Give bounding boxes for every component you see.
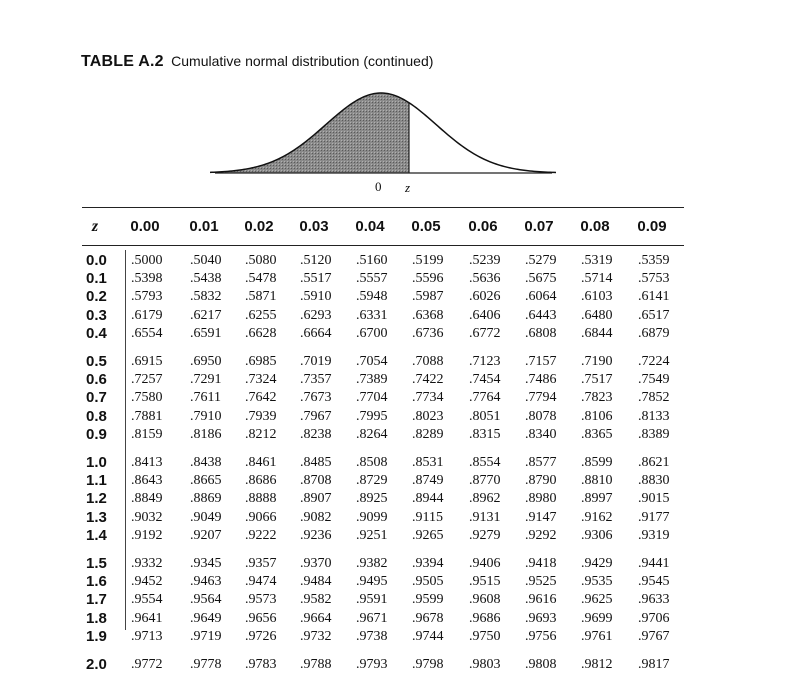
probability-cell: .5793 — [131, 289, 163, 305]
probability-cell: .9525 — [525, 574, 557, 590]
probability-cell: .8413 — [131, 455, 163, 470]
z-row-label: 2.0 — [86, 656, 107, 673]
probability-cell: .5910 — [300, 289, 332, 305]
probability-cell: .6808 — [525, 325, 557, 341]
probability-cell: .7324 — [245, 372, 277, 388]
probability-cell: .5319 — [581, 253, 613, 268]
probability-cell: .7881 — [131, 408, 163, 424]
z-row-label: 0.5 — [86, 353, 107, 370]
probability-cell: .6664 — [300, 325, 332, 341]
column-header: 0.08 — [580, 218, 610, 235]
probability-cell: .9750 — [469, 628, 501, 644]
probability-cell: .8186 — [190, 426, 222, 442]
z-row-label: 1.4 — [86, 526, 107, 544]
probability-cell: .9678 — [412, 610, 444, 626]
probability-cell: .9713 — [131, 628, 163, 644]
probability-cell: .9032 — [131, 509, 163, 525]
z-row-label: 0.8 — [86, 407, 107, 425]
probability-cell: .9345 — [190, 556, 222, 571]
probability-cell: .8888 — [245, 491, 277, 507]
probability-cell: .6026 — [469, 289, 501, 305]
probability-cell: .9726 — [245, 628, 277, 644]
z-row-label: 1.6 — [86, 573, 107, 591]
row-label-divider — [125, 250, 126, 630]
probability-cell: .5478 — [245, 271, 277, 287]
probability-cell: .7517 — [581, 372, 613, 388]
probability-cell: .9015 — [638, 491, 670, 507]
column-header: 0.06 — [468, 218, 498, 235]
probability-cell: .8051 — [469, 408, 501, 424]
probability-cell: .9192 — [131, 527, 163, 543]
probability-cell: .5714 — [581, 271, 613, 287]
probability-cell: .7422 — [412, 372, 444, 388]
probability-cell: .8599 — [581, 455, 613, 470]
probability-cell: .7794 — [525, 390, 557, 406]
probability-cell: .8389 — [638, 426, 670, 442]
probability-cell: .6255 — [245, 307, 277, 323]
probability-cell: .7486 — [525, 372, 557, 388]
probability-cell: .5279 — [525, 253, 557, 268]
probability-cell: .6915 — [131, 354, 163, 369]
probability-cell: .7357 — [300, 372, 332, 388]
table-caption: Cumulative normal distribution (continued) — [171, 53, 434, 69]
table-top-rule — [82, 207, 684, 208]
probability-cell: .5596 — [412, 271, 444, 287]
probability-cell: .8621 — [638, 455, 670, 470]
probability-cell: .9418 — [525, 556, 557, 571]
probability-cell: .9808 — [525, 657, 557, 672]
probability-cell: .6950 — [190, 354, 222, 369]
probability-cell: .7852 — [638, 390, 670, 406]
probability-cell: .7088 — [412, 354, 444, 369]
probability-cell: .7642 — [245, 390, 277, 406]
probability-cell: .8577 — [525, 455, 557, 470]
probability-cell: .9484 — [300, 574, 332, 590]
probability-cell: .5398 — [131, 271, 163, 287]
column-header: 0.04 — [355, 218, 385, 235]
column-header: 0.00 — [130, 218, 160, 235]
probability-cell: .5438 — [190, 271, 222, 287]
probability-cell: .8365 — [581, 426, 613, 442]
probability-cell: .9082 — [300, 509, 332, 525]
probability-cell: .8749 — [412, 473, 444, 489]
probability-cell: .6443 — [525, 307, 557, 323]
origin-label: 0 — [375, 179, 382, 194]
probability-cell: .6554 — [131, 325, 163, 341]
probability-cell: .9406 — [469, 556, 501, 571]
probability-cell: .7611 — [190, 390, 221, 406]
probability-cell: .9115 — [412, 509, 443, 525]
probability-cell: .9370 — [300, 556, 332, 571]
z-row-label: 0.4 — [86, 324, 107, 342]
probability-cell: .7764 — [469, 390, 501, 406]
z-row-label: 1.5 — [86, 555, 107, 572]
probability-cell: .9236 — [300, 527, 332, 543]
probability-cell: .9131 — [469, 509, 501, 525]
probability-cell: .7291 — [190, 372, 222, 388]
probability-cell: .6480 — [581, 307, 613, 323]
probability-cell: .7190 — [581, 354, 613, 369]
probability-cell: .8770 — [469, 473, 501, 489]
probability-cell: .5871 — [245, 289, 277, 305]
probability-cell: .8212 — [245, 426, 277, 442]
probability-cell: .7157 — [525, 354, 557, 369]
probability-cell: .9767 — [638, 628, 670, 644]
probability-cell: .7734 — [412, 390, 444, 406]
probability-cell: .9222 — [245, 527, 277, 543]
z-row-label: 0.9 — [86, 425, 107, 443]
probability-cell: .5987 — [412, 289, 444, 305]
probability-cell: .9319 — [638, 527, 670, 543]
probability-cell: .6331 — [356, 307, 388, 323]
column-header: 0.09 — [637, 218, 667, 235]
probability-cell: .8869 — [190, 491, 222, 507]
probability-cell: .9686 — [469, 610, 501, 626]
probability-cell: .8944 — [412, 491, 444, 507]
probability-cell: .9535 — [581, 574, 613, 590]
z-row-label: 1.7 — [86, 591, 107, 609]
z-row-label: 0.6 — [86, 371, 107, 389]
probability-cell: .9382 — [356, 556, 388, 571]
probability-cell: .9817 — [638, 657, 670, 672]
z-row-label: 1.8 — [86, 609, 107, 627]
probability-cell: .9441 — [638, 556, 670, 571]
probability-cell: .8729 — [356, 473, 388, 489]
probability-cell: .9738 — [356, 628, 388, 644]
z-row-label: 1.9 — [86, 627, 107, 645]
probability-cell: .6879 — [638, 325, 670, 341]
z-row-label: 1.3 — [86, 508, 107, 526]
probability-cell: .9564 — [190, 592, 222, 608]
probability-cell: .6736 — [412, 325, 444, 341]
z-row-label: 0.1 — [86, 270, 107, 288]
probability-cell: .7257 — [131, 372, 163, 388]
probability-cell: .8686 — [245, 473, 277, 489]
probability-cell: .9761 — [581, 628, 613, 644]
probability-cell: .6064 — [525, 289, 557, 305]
probability-cell: .6844 — [581, 325, 613, 341]
probability-cell: .9394 — [412, 556, 444, 571]
probability-cell: .9357 — [245, 556, 277, 571]
probability-cell: .9279 — [469, 527, 501, 543]
probability-cell: .9582 — [300, 592, 332, 608]
probability-cell: .7995 — [356, 408, 388, 424]
probability-cell: .6700 — [356, 325, 388, 341]
probability-cell: .7454 — [469, 372, 501, 388]
z-row-label: 1.2 — [86, 490, 107, 508]
z-row-label: 0.7 — [86, 389, 107, 407]
probability-cell: .8665 — [190, 473, 222, 489]
probability-cell: .9265 — [412, 527, 444, 543]
probability-cell: .9625 — [581, 592, 613, 608]
table-number: TABLE A.2 — [81, 53, 164, 70]
probability-cell: .9793 — [356, 657, 388, 672]
probability-cell: .7939 — [245, 408, 277, 424]
probability-cell: .9756 — [525, 628, 557, 644]
probability-cell: .9649 — [190, 610, 222, 626]
probability-cell: .9177 — [638, 509, 670, 525]
normal-curve-figure — [0, 0, 791, 200]
probability-cell: .7389 — [356, 372, 388, 388]
probability-cell: .8340 — [525, 426, 557, 442]
probability-cell: .7224 — [638, 354, 670, 369]
table-header-rule — [82, 245, 684, 246]
probability-cell: .9066 — [245, 509, 277, 525]
probability-cell: .6772 — [469, 325, 501, 341]
probability-cell: .7704 — [356, 390, 388, 406]
probability-cell: .5080 — [245, 253, 277, 268]
probability-cell: .8133 — [638, 408, 670, 424]
probability-cell: .8643 — [131, 473, 163, 489]
probability-cell: .9495 — [356, 574, 388, 590]
probability-cell: .9656 — [245, 610, 277, 626]
probability-cell: .9545 — [638, 574, 670, 590]
probability-cell: .8997 — [581, 491, 613, 507]
probability-cell: .8023 — [412, 408, 444, 424]
probability-cell: .9306 — [581, 527, 613, 543]
probability-cell: .8810 — [581, 473, 613, 489]
probability-cell: .9505 — [412, 574, 444, 590]
probability-cell: .5040 — [190, 253, 222, 268]
probability-cell: .6591 — [190, 325, 222, 341]
probability-cell: .7580 — [131, 390, 163, 406]
probability-cell: .9292 — [525, 527, 557, 543]
probability-cell: .9719 — [190, 628, 222, 644]
probability-cell: .5199 — [412, 253, 444, 268]
probability-cell: .9803 — [469, 657, 501, 672]
probability-cell: .6368 — [412, 307, 444, 323]
z-row-label: 0.3 — [86, 306, 107, 324]
probability-cell: .7019 — [300, 354, 332, 369]
probability-cell: .8238 — [300, 426, 332, 442]
probability-cell: .5636 — [469, 271, 501, 287]
probability-cell: .8106 — [581, 408, 613, 424]
probability-cell: .6103 — [581, 289, 613, 305]
column-header: 0.02 — [244, 218, 274, 235]
probability-cell: .9554 — [131, 592, 163, 608]
column-header: 0.07 — [524, 218, 554, 235]
probability-cell: .6141 — [638, 289, 670, 305]
probability-cell: .8907 — [300, 491, 332, 507]
probability-cell: .9699 — [581, 610, 613, 626]
probability-cell: .5359 — [638, 253, 670, 268]
probability-cell: .8790 — [525, 473, 557, 489]
z-row-label: 0.2 — [86, 288, 107, 306]
column-header: 0.05 — [411, 218, 441, 235]
probability-cell: .8708 — [300, 473, 332, 489]
probability-cell: .9452 — [131, 574, 163, 590]
probability-cell: .7123 — [469, 354, 501, 369]
probability-cell: .8849 — [131, 491, 163, 507]
probability-cell: .9772 — [131, 657, 163, 672]
probability-cell: .8925 — [356, 491, 388, 507]
z-column-header: z — [91, 218, 99, 235]
probability-cell: .8461 — [245, 455, 277, 470]
probability-cell: .9162 — [581, 509, 613, 525]
probability-cell: .8554 — [469, 455, 501, 470]
probability-cell: .5160 — [356, 253, 388, 268]
probability-cell: .9641 — [131, 610, 163, 626]
probability-cell: .8508 — [356, 455, 388, 470]
probability-cell: .9608 — [469, 592, 501, 608]
z-row-label: 1.0 — [86, 454, 107, 471]
probability-cell: .9783 — [245, 657, 277, 672]
probability-cell: .7967 — [300, 408, 332, 424]
probability-cell: .9147 — [525, 509, 557, 525]
z-row-label: 0.0 — [86, 252, 107, 269]
probability-cell: .9693 — [525, 610, 557, 626]
probability-cell: .5000 — [131, 253, 163, 268]
probability-cell: .9798 — [412, 657, 444, 672]
probability-cell: .5239 — [469, 253, 501, 268]
probability-cell: .5675 — [525, 271, 557, 287]
probability-cell: .5948 — [356, 289, 388, 305]
column-header: 0.01 — [189, 218, 219, 235]
probability-cell: .7673 — [300, 390, 332, 406]
probability-cell: .8485 — [300, 455, 332, 470]
probability-cell: .9251 — [356, 527, 388, 543]
probability-cell: .9664 — [300, 610, 332, 626]
probability-cell: .9463 — [190, 574, 222, 590]
probability-cell: .8078 — [525, 408, 557, 424]
probability-cell: .9332 — [131, 556, 163, 571]
probability-cell: .8159 — [131, 426, 163, 442]
probability-cell: .5517 — [300, 271, 332, 287]
probability-cell: .5753 — [638, 271, 670, 287]
probability-cell: .9778 — [190, 657, 222, 672]
probability-cell: .7910 — [190, 408, 222, 424]
probability-cell: .9788 — [300, 657, 332, 672]
probability-cell: .6985 — [245, 354, 277, 369]
probability-cell: .9671 — [356, 610, 388, 626]
probability-cell: .7054 — [356, 354, 388, 369]
column-header: 0.03 — [299, 218, 329, 235]
probability-cell: .9207 — [190, 527, 222, 543]
z-axis-label: z — [405, 180, 411, 195]
probability-cell: .6179 — [131, 307, 163, 323]
probability-cell: .6517 — [638, 307, 670, 323]
probability-cell: .9573 — [245, 592, 277, 608]
probability-cell: .9429 — [581, 556, 613, 571]
probability-cell: .9049 — [190, 509, 222, 525]
probability-cell: .8980 — [525, 491, 557, 507]
probability-cell: .8531 — [412, 455, 444, 470]
probability-cell: .6406 — [469, 307, 501, 323]
probability-cell: .8315 — [469, 426, 501, 442]
probability-cell: .5832 — [190, 289, 222, 305]
probability-cell: .7823 — [581, 390, 613, 406]
probability-cell: .9706 — [638, 610, 670, 626]
probability-cell: .8962 — [469, 491, 501, 507]
probability-cell: .9732 — [300, 628, 332, 644]
probability-cell: .5120 — [300, 253, 332, 268]
probability-cell: .9812 — [581, 657, 613, 672]
probability-cell: .6217 — [190, 307, 222, 323]
probability-cell: .8289 — [412, 426, 444, 442]
probability-cell: .9744 — [412, 628, 444, 644]
probability-cell: .9099 — [356, 509, 388, 525]
probability-cell: .9616 — [525, 592, 557, 608]
probability-cell: .5557 — [356, 271, 388, 287]
probability-cell: .9474 — [245, 574, 277, 590]
probability-cell: .6293 — [300, 307, 332, 323]
probability-cell: .9515 — [469, 574, 501, 590]
probability-cell: .8264 — [356, 426, 388, 442]
probability-cell: .7549 — [638, 372, 670, 388]
probability-cell: .8830 — [638, 473, 670, 489]
probability-cell: .6628 — [245, 325, 277, 341]
probability-cell: .9599 — [412, 592, 444, 608]
probability-cell: .9591 — [356, 592, 388, 608]
probability-cell: .9633 — [638, 592, 670, 608]
probability-cell: .8438 — [190, 455, 222, 470]
z-row-label: 1.1 — [86, 472, 107, 490]
